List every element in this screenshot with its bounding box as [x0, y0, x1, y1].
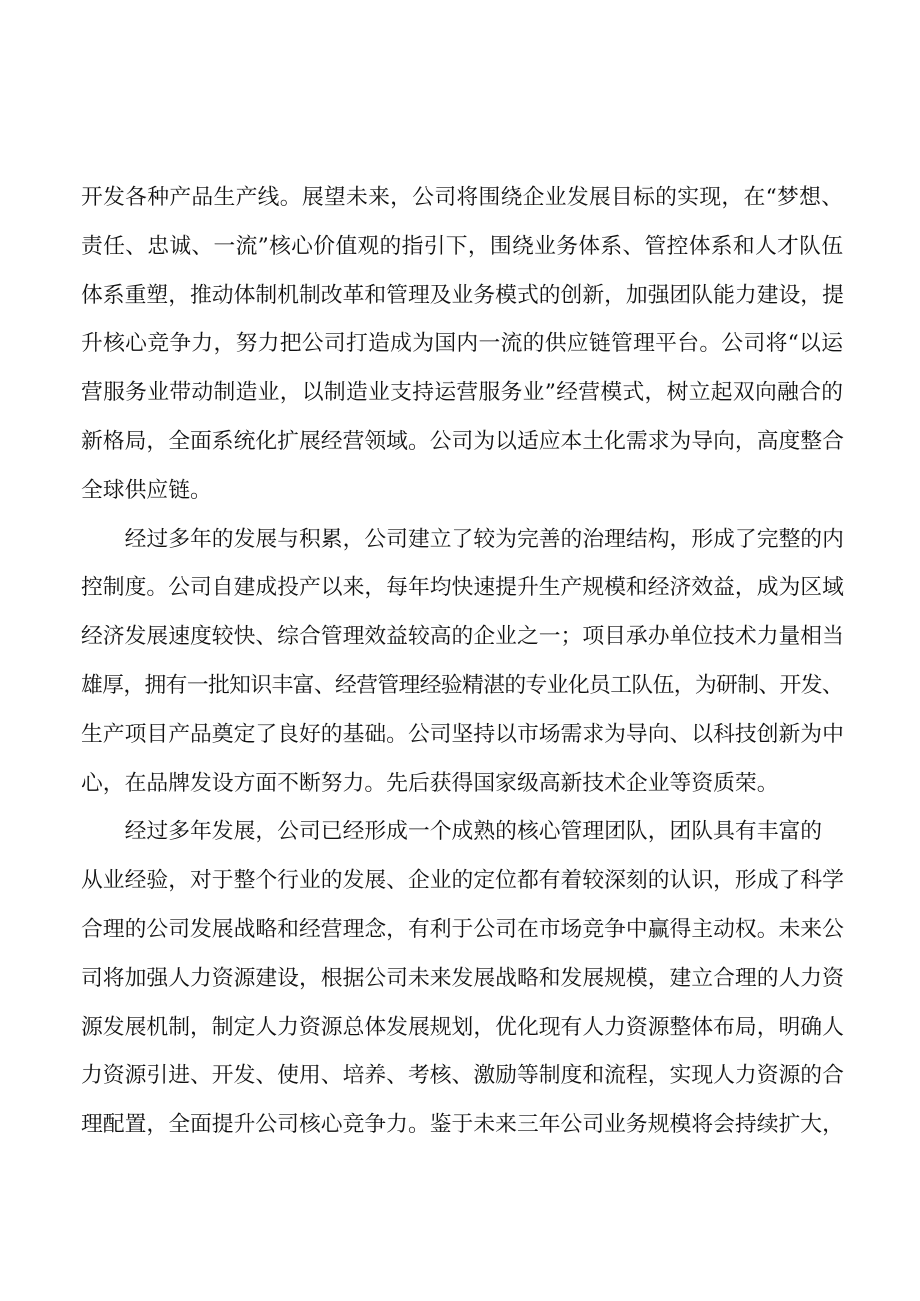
paragraph-1	[81, 174, 843, 516]
text-line: 责任、忠诚、一流”核心价值观的指引下，围绕业务体系、管控体系和人才队伍	[81, 233, 843, 259]
text-line: 从业经验，对于整个行业的发展、企业的定位都有着较深刻的认识，形成了科学	[81, 868, 844, 894]
text-line: 理配置，全面提升公司核心竞争力。鉴于未来三年公司业务规模将会持续扩大，	[81, 1112, 844, 1138]
text-line: 升核心竞争力，努力把公司打造成为国内一流的供应链管理平台。公司将“以运	[81, 331, 843, 357]
text-line: 司将加强人力资源建设，根据公司未来发展战略和发展规模，建立合理的人力资	[81, 965, 844, 991]
text-line: 全球供应链。	[81, 477, 212, 503]
paragraph-2	[81, 516, 843, 809]
text-line: 经济发展速度较快、综合管理效益较高的企业之一；项目承办单位技术力量相当	[81, 624, 844, 650]
text-line: 心，在品牌发设方面不断努力。先后获得国家级高新技术企业等资质荣。	[81, 770, 779, 796]
text-line: 合理的公司发展战略和经营理念，有利于公司在市场竞争中赢得主动权。未来公	[81, 916, 844, 942]
paragraph-3	[81, 808, 843, 1150]
text-line: 源发展机制，制定人力资源总体发展规划，优化现有人力资源整体布局，明确人	[81, 1014, 844, 1040]
text-line: 力资源引进、开发、使用、培养、考核、激励等制度和流程，实现人力资源的合	[81, 1063, 844, 1089]
text-line: 新格局，全面系统化扩展经营领域。公司为以适应本土化需求为导向，高度整合	[81, 428, 844, 454]
text-line: 体系重塑，推动体制机制改革和管理及业务模式的创新，加强团队能力建设，提	[81, 282, 844, 308]
text-line: 经过多年发展，公司已经形成一个成熟的核心管理团队，团队具有丰富的	[124, 819, 823, 845]
text-line: 营服务业带动制造业，以制造业支持运营服务业”经营模式，树立起双向融合的	[81, 380, 843, 406]
text-line: 开发各种产品生产线。展望未来，公司将围绕企业发展目标的实现，在“梦想、	[81, 185, 843, 210]
text-line: 控制度。公司自建成投产以来，每年均快速提升生产规模和经济效益，成为区域	[81, 575, 844, 601]
text-line: 生产项目产品奠定了良好的基础。公司坚持以市场需求为导向、以科技创新为中	[81, 721, 844, 747]
text-line: 经过多年的发展与积累，公司建立了较为完善的治理结构，形成了完整的内	[124, 526, 844, 552]
text-line: 雄厚，拥有一批知识丰富、经营管理经验精湛的专业化员工队伍，为研制、开发、	[81, 672, 843, 698]
